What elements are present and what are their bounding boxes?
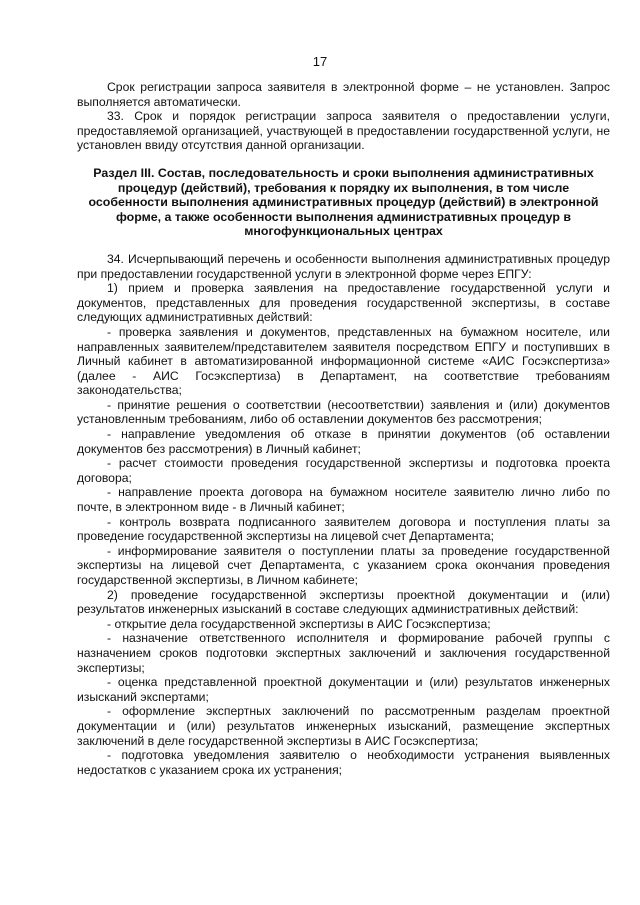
list-item: - назначение ответственного исполнителя и формирование рабочей группы с назначением сроков подготовки экспертных заключений и заключения государственной экспертизы; <box>77 631 610 675</box>
list-item: - контроль возврата подписанного заявителем договора и поступления платы за проведение государственной экспертизы на лицевой счет Департамента; <box>77 514 610 544</box>
list-item: - направление проекта договора на бумажном носителе заявителю лично либо по почте, в электронном виде - в Личный кабинет; <box>77 485 610 515</box>
section-heading: Раздел III. Состав, последовательность и сроки выполнения административных процедур (действий), требования к порядку их выполнения, в том числе особенности выполнения административных процедур (действий) в электронной форме, а также особенности выполнения административных процедур в многофункциональных центрах <box>88 165 599 239</box>
paragraph: 2) проведение государственной экспертизы проектной документации и (или) результатов инженерных изысканий в составе следующих административных действий: <box>77 587 610 617</box>
document-body <box>77 80 610 777</box>
list-item: - направление уведомления об отказе в принятии документов (об оставлении документов без рассмотрения) в Личный кабинет; <box>77 427 610 456</box>
paragraph: 33. Срок и порядок регистрации запроса заявителя о предоставлении услуги, предоставляемой организацией, участвующей в предоставлении государственной услуги, не установлен ввиду отсутствия данной организации. <box>77 109 610 153</box>
list-item: - оформление экспертных заключений по рассмотренным разделам проектной документации и (или) результатов инженерных изысканий, размещение экспертных заключений в деле государственной экспертизы в АИС Госэкспертиза; <box>77 704 610 748</box>
list-item: - расчет стоимости проведения государственной экспертизы и подготовка проекта договора; <box>77 456 610 485</box>
paragraph: Срок регистрации запроса заявителя в электронной форме – не установлен. Запрос выполняется автоматически. <box>77 80 610 109</box>
list-item: - принятие решения о соответствии (несоответствии) заявления и (или) документов установленным требованиям, либо об оставлении документов без рассмотрения; <box>77 397 610 427</box>
paragraph: 1) прием и проверка заявления на предоставление государственной услуги и документов, представленных для проведения государственной экспертизы, в составе следующих административных действий: <box>77 281 610 325</box>
paragraph: 34. Исчерпывающий перечень и особенности выполнения административных процедур при предоставлении государственной услуги в электронной форме через ЕПГУ: <box>77 251 610 281</box>
list-item: - информирование заявителя о поступлении платы за проведение государственной экспертизы на лицевой счет Департамента, с указанием срока окончания проведения государственной экспертизы, в Личном кабинете; <box>77 543 610 587</box>
list-item: - оценка представленной проектной документации и (или) результатов инженерных изысканий экспертами; <box>77 675 610 704</box>
spacer <box>77 153 610 166</box>
list-item: - открытие дела государственной экспертизы в АИС Госэкспертиза; <box>107 616 491 631</box>
list-item: - подготовка уведомления заявителю о необходимости устранения выявленных недостатков с указанием срока их устранения; <box>77 748 610 777</box>
list-item: - проверка заявления и документов, представленных на бумажном носителе, или направленных заявителем/представителем заявителя посредством ЕПГУ и поступивших в Личный кабинет в автоматизированной информационной системе «АИС Госэкспертиза» (далее - АИС Госэкспертиза) в Департамент, на соответствие требованиям законодательства; <box>77 324 610 398</box>
spacer <box>77 239 610 252</box>
page-number: 17 <box>312 54 328 69</box>
